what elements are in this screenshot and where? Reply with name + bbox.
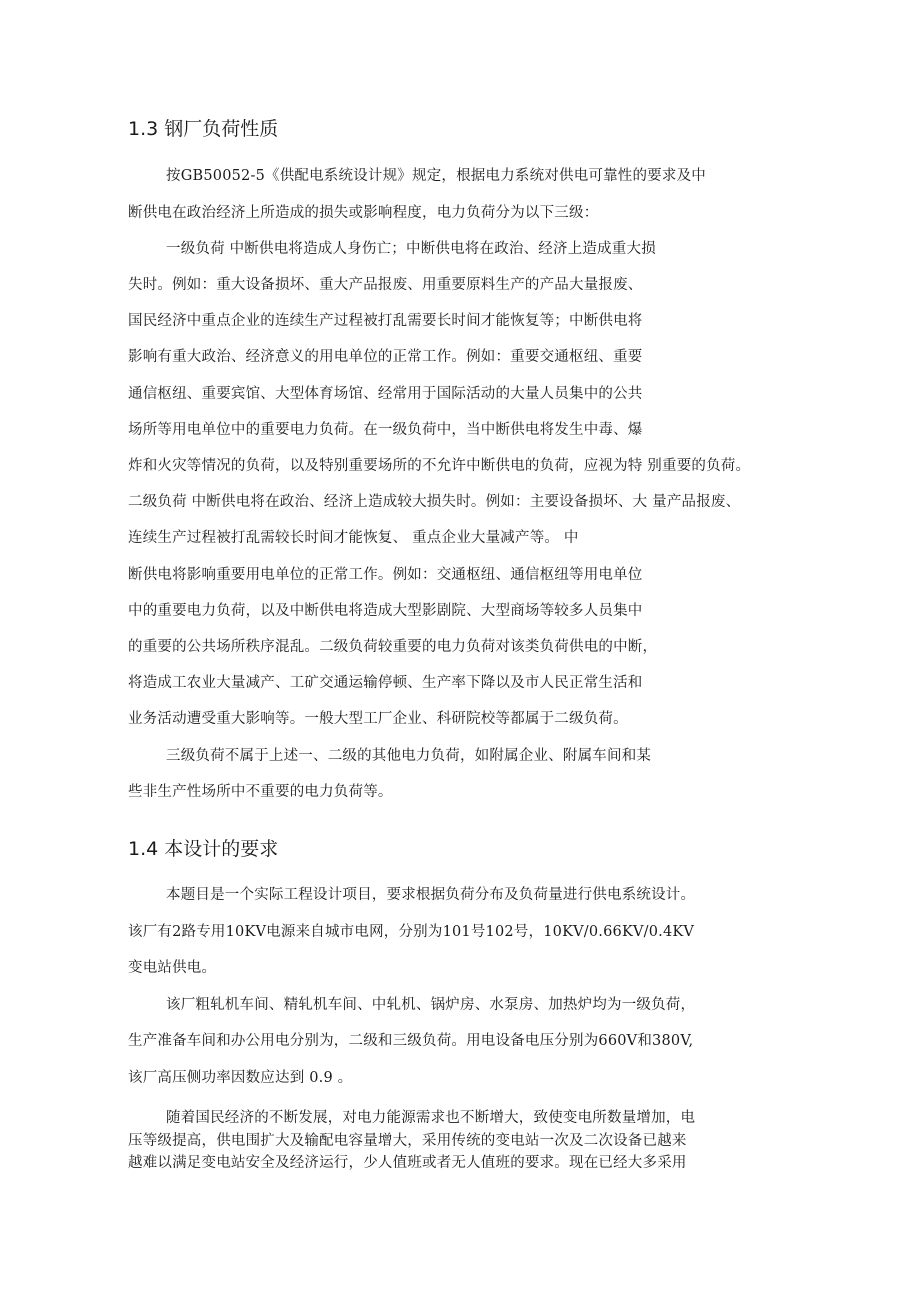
paragraph-line: 断供电在政治经济上所造成的损失或影响程度，电力负荷分为以下三级： (128, 205, 599, 221)
paragraph-line: 通信枢纽、重要宾馆、大型体育场馆、经常用于国际活动的大量人员集中的公共 (128, 386, 643, 402)
paragraph-line: 些非生产性场所中不重要的电力负荷等。 (128, 784, 393, 800)
paragraph-line: 本题目是一个实际工程设计项目，要求根据负荷分布及负荷量进行供电系统设计。 (166, 887, 696, 903)
paragraph-line: 该厂粗轧机车间、精轧机车间、中轧机、锅炉房、水泵房、加热炉均为一级负荷， (166, 997, 696, 1013)
paragraph-line: 影响有重大政治、经济意义的用电单位的正常工作。例如：重要交通枢纽、重要 (128, 349, 643, 365)
paragraph-line: 将造成工农业大量减产、工矿交通运输停顿、生产率下降以及市人民正常生活和 (128, 675, 643, 691)
paragraph-line: 炸和火灾等情况的负荷，以及特别重要场所的不允许中断供电的负荷，应视为特 别重要的负荷。 (128, 458, 751, 474)
paragraph-line: 该厂高压侧功率因数应达到 0.9 。 (128, 1070, 353, 1086)
paragraph-line: 一级负荷 中断供电将造成人身伤亡；中断供电将在政治、经济上造成重大损 (166, 241, 656, 257)
paragraph-line: 二级负荷 中断供电将在政治、经济上造成较大损失时。例如：主要设备损坏、大 量产品报废、 (128, 494, 741, 510)
paragraph-line: 中的重要电力负荷，以及中断供电将造成大型影剧院、大型商场等较多人员集中 (128, 603, 643, 619)
paragraph-line: 失时。例如：重大设备损坏、重大产品报废、用重要原料生产的产品大量报废、 (128, 277, 643, 293)
paragraph-line: 连续生产过程被打乱需较长时间才能恢复、 重点企业大量减产等。 中 (128, 530, 579, 546)
paragraph-line: 三级负荷不属于上述一、二级的其他电力负荷，如附属企业、附属车间和某 (166, 748, 652, 764)
paragraph-line: 变电站供电。 (128, 960, 217, 976)
paragraph-line: 断供电将影响重要用电单位的正常工作。例如：交通枢纽、通信枢纽等用电单位 (128, 567, 643, 583)
paragraph-line: 按GB50052-5《供配电系统设计规》规定，根据电力系统对供电可靠性的要求及中 (166, 168, 706, 184)
section-heading-1-3: 1.3 钢厂负荷性质 (128, 118, 279, 140)
paragraph-line: 生产准备车间和办公用电分别为，二级和三级负荷。用电设备电压分别为660V和380V, (128, 1033, 694, 1049)
paragraph-line: 压等级提高，供电围扩大及输配电容量增大，采用传统的变电站一次及二次设备已越来 (128, 1133, 687, 1149)
paragraph-line: 国民经济中重点企业的连续生产过程被打乱需要长时间才能恢复等；中断供电将 (128, 313, 643, 329)
paragraph-line: 该厂有2路专用10KV电源来自城市电网，分别为101号102号，10KV/0.66KV/0.4KV (128, 924, 695, 940)
paragraph-line: 场所等用电单位中的重要电力负荷。在一级负荷中，当中断供电将发生中毒、爆 (128, 422, 643, 438)
paragraph-line: 随着国民经济的不断发展，对电力能源需求也不断增大，致使变电所数量增加，电 (166, 1110, 696, 1126)
paragraph-line: 越难以满足变电站安全及经济运行，少人值班或者无人值班的要求。现在已经大多采用 (128, 1155, 687, 1171)
paragraph-line: 业务活动遭受重大影响等。一般大型工厂企业、科研院校等都属于二级负荷。 (128, 711, 628, 727)
section-heading-1-4: 1.4 本设计的要求 (128, 838, 279, 860)
paragraph-line: 的重要的公共场所秩序混乱。二级负荷较重要的电力负荷对该类负荷供电的中断， (128, 639, 658, 655)
